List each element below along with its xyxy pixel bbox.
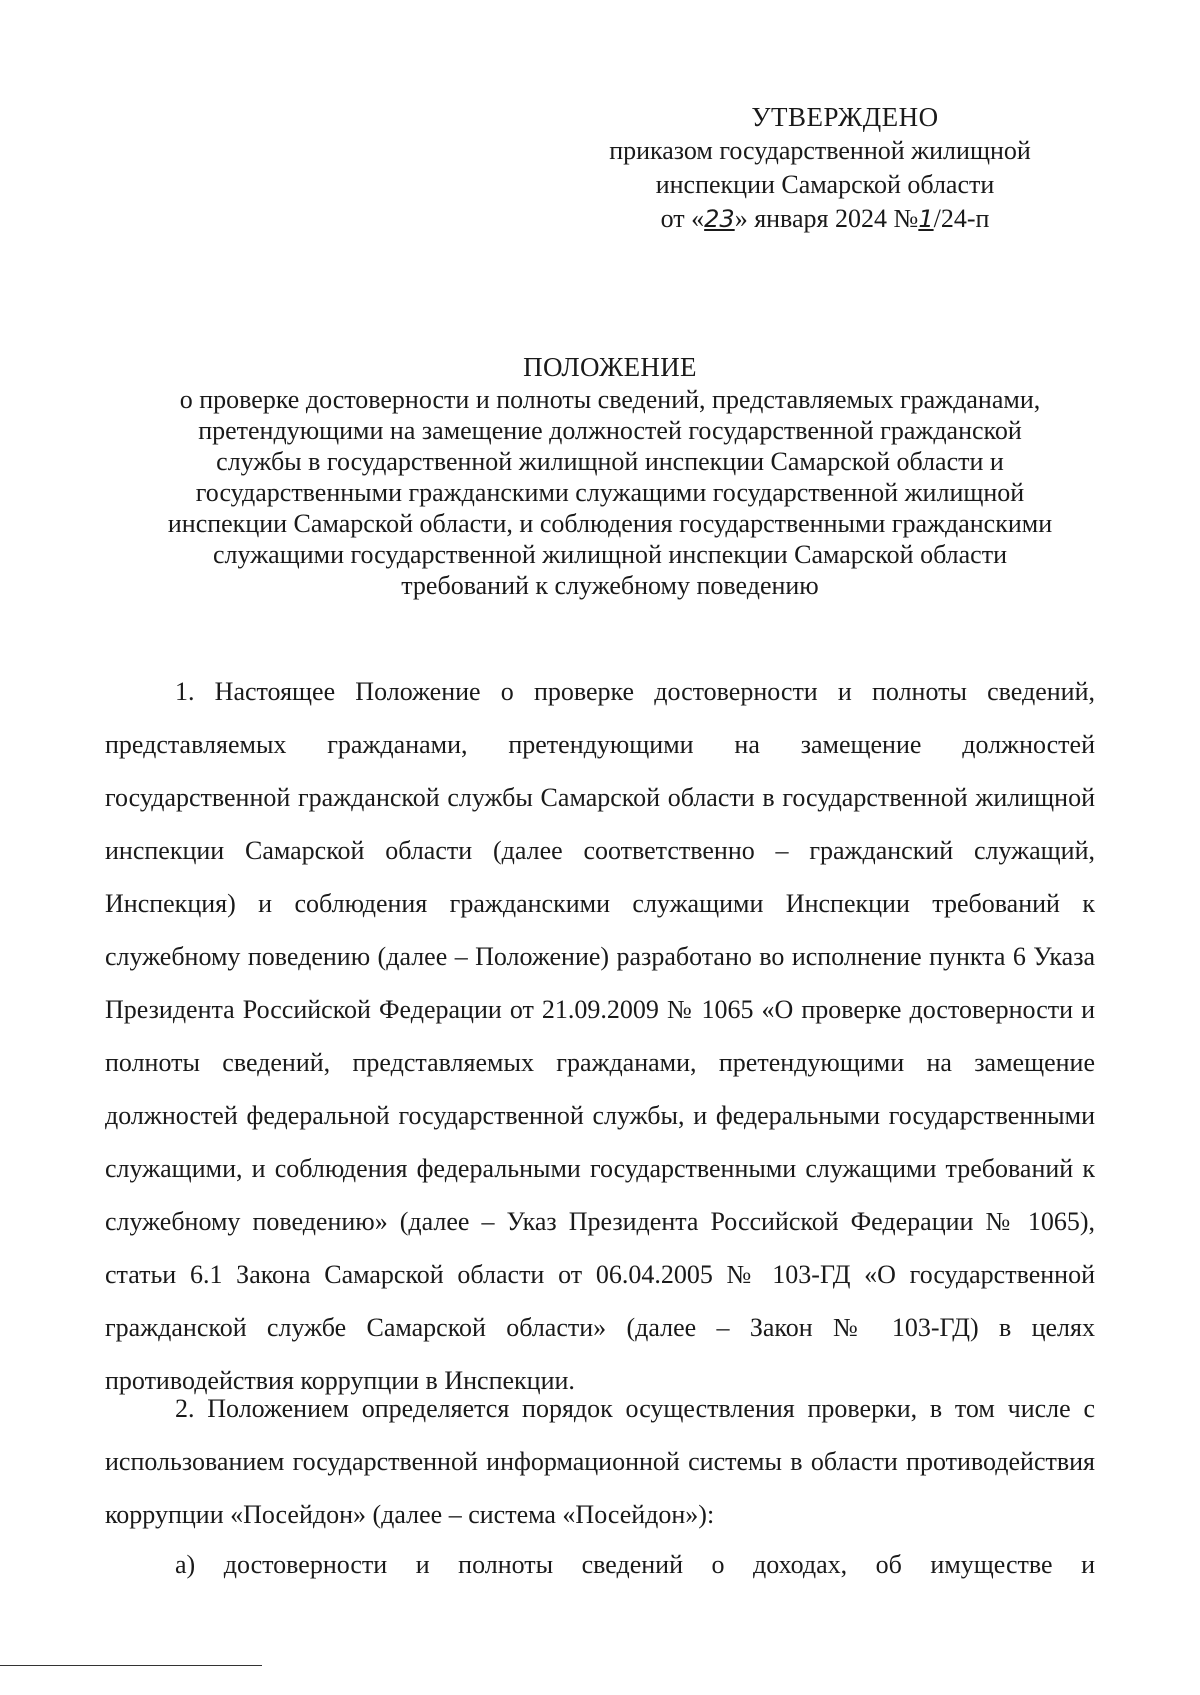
title-line: служащими государственной жилищной инспекции Самарской области	[213, 540, 1007, 569]
document-title	[120, 350, 1100, 601]
date-prefix: от «	[660, 204, 705, 233]
title-line: инспекции Самарской области, и соблюдения государственными гражданскими	[167, 509, 1053, 538]
paragraph-2a: а) достоверности и полноты сведений о доходах, об имуществе и	[175, 1550, 1095, 1579]
title-line: о проверке достоверности и полноты сведений, представляемых гражданами,	[179, 385, 1041, 414]
title-line: государственными гражданскими служащими государственной жилищной	[195, 478, 1025, 507]
handwritten-day: 23	[704, 205, 735, 233]
date-middle: » января 2024 №	[734, 204, 919, 233]
approval-agency-line: инспекции Самарской области	[655, 170, 995, 199]
approval-order-line: приказом государственной жилищной	[609, 136, 1031, 165]
paragraph-1: 1. Настоящее Положение о проверке достоверности и полноты сведений, представляемых гражданами, претендующими на замещение должностей государственной гражданской службы Самарской области в государственной жилищной инспекции Самарской области (далее соответственно – гражданский служащий, Инспекция) и соблюдения гражданскими служащими Инспекции требований к служебному поведению (далее – Положение) разработано во исполнение пункта 6 Указа Президента Российской Федерации от 21.09.2009 № 1065 «О проверке достоверности и полноты сведений, представляемых гражданами, претендующими на замещение должностей федеральной государственной службы, и федеральными государственными служащими, и соблюдения федеральными государственными служащими требований к служебному поведению» (далее – Указ Президента Российской Федерации № 1065), статьи 6.1 Закона Самарской области от 06.04.2005 № 103-ГД «О государственной гражданской службе Самарской области» (далее – Закон № 103-ГД) в целях противодействия коррупции в Инспекции.	[105, 677, 1095, 1395]
order-suffix: /24-п	[933, 204, 990, 233]
title-heading: ПОЛОЖЕНИЕ	[523, 352, 697, 382]
approval-heading: УТВЕРЖДЕНО	[751, 102, 939, 132]
title-line: требований к служебному поведению	[401, 571, 819, 600]
approval-date-line	[580, 202, 1070, 236]
handwritten-order-number: 1	[918, 205, 934, 233]
paragraph-2: 2. Положением определяется порядок осуществления проверки, в том числе с использованием государственной информационной системы в области противодействия коррупции «Посейдон» (далее – система «Посейдон»):	[105, 1394, 1095, 1529]
footnote-separator	[0, 1665, 262, 1666]
approval-stamp	[570, 100, 1070, 236]
title-line: претендующими на замещение должностей государственной гражданской	[198, 416, 1022, 445]
title-line: службы в государственной жилищной инспекции Самарской области и	[216, 447, 1004, 476]
